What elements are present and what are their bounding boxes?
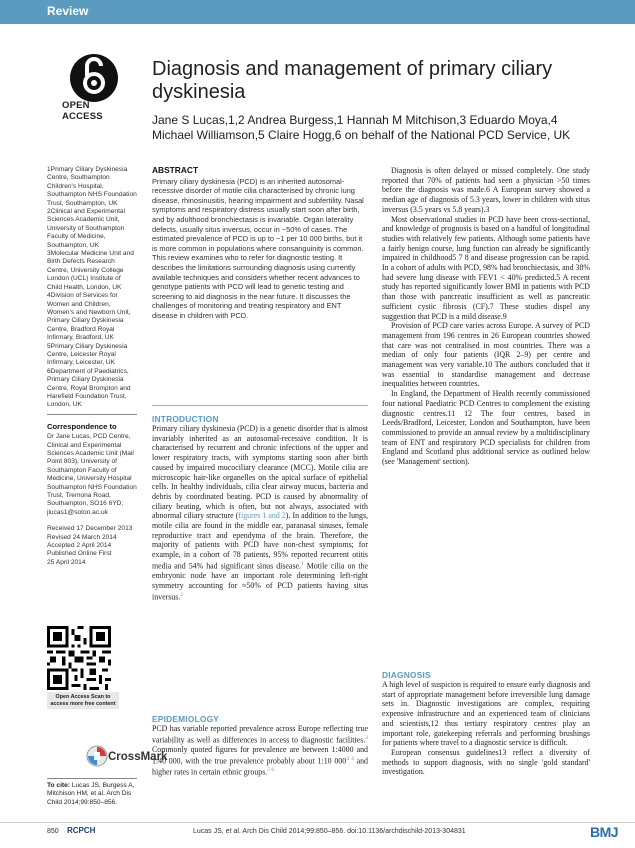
text-run: Motile cilia on the embryonic node have an important role determining left-right symmetry accounting for ≈50% of PCD patients having situs inversus. bbox=[152, 561, 368, 602]
citation-ref[interactable]: 5 6 bbox=[267, 767, 275, 774]
affiliation: 4Division of Services for Women and Children, Women's and Newborn Unit, Primary Ciliary Dyskinesia Centre, Bradford Royal Infirmary, Bradford, UK bbox=[47, 292, 131, 342]
open-access-icon bbox=[68, 52, 120, 104]
divider bbox=[47, 414, 137, 415]
date-published: 25 April 2014 bbox=[47, 558, 86, 566]
correspondence-address: Dr Jane Lucas, PCD Centre, Clinical and Experimental Sciences Academic Unit (Mail Point 803), University of Southampton Faculty of Medicine, University Hospital Southampton NHS Foundation Trust, Tremona Road, Southampton, SO16 6YD; jlucas1@soton.ac.uk bbox=[47, 433, 137, 516]
date-published-label: Published Online First bbox=[47, 550, 112, 558]
paragraph: European consensus guidelines13 reflect a diversity of methods to support diagnosis, with no single 'gold standard' investigation. bbox=[382, 747, 590, 777]
epidemiology-body bbox=[152, 724, 368, 777]
paragraph: Provision of PCD care varies across Europe. A survey of PCD management from 196 centres in 26 European countries showed that care was not centralised in most countries. There was a median of only four patients (IQR 2–9) per centre and management was very variable.10 The authors concluded that it was essential to standardise management and decrease inequalities between countries. bbox=[382, 321, 590, 389]
publisher-logo: RCPCH bbox=[67, 826, 96, 835]
footer-citation: Lucas JS, et al. Arch Dis Child 2014;99:850–856. doi:10.1136/archdischild-2013-304831 bbox=[193, 828, 466, 835]
text-run: and higher rates in certain ethnic groups. bbox=[152, 756, 369, 777]
citation-ref[interactable]: 1 bbox=[300, 560, 304, 567]
section-banner bbox=[0, 0, 635, 24]
sidebar bbox=[47, 166, 137, 567]
cite-box bbox=[47, 778, 137, 807]
paragraph: In England, the Department of Health recently commissioned four national Paediatric PCD Centres to complement the existing diagnostic centres.11 12 The four centres, based in Leeds/Bradford, Leicester, London and Southampton, have been commissioned to provide an annual review by a multidisciplinary team of ENT and respiratory PCD specialists for children from England and Scotland plus additional service as outlined below (see 'Management' section). bbox=[382, 389, 590, 467]
bmj-logo: BMJ bbox=[590, 824, 619, 840]
date-received: Received 17 December 2013 bbox=[47, 525, 133, 533]
affiliation: 5Primary Ciliary Dyskinesia Centre, Leicester Royal Infirmary, Leicester, UK bbox=[47, 342, 128, 367]
article-title: Diagnosis and management of primary ciliary dyskinesia bbox=[152, 58, 553, 103]
correspondence-heading: Correspondence to bbox=[47, 421, 117, 431]
abstract bbox=[152, 166, 368, 321]
affiliation: 3Molecular Medicine Unit and Birth Defects Research Centre, University College London (UCL) Institute of Child Health, London, UK bbox=[47, 250, 134, 291]
section-heading-epidemiology: EPIDEMIOLOGY bbox=[152, 714, 220, 724]
citation-ref[interactable]: 3 4 bbox=[346, 755, 354, 762]
cite-label: To cite: bbox=[47, 782, 70, 789]
paragraph: Most observational studies in PCD have been cross-sectional, and knowledge of prognosis is based on a handful of longitudinal studies with relatively few patients. Although some patients have a fairly benign course, lung function can already be significantly impaired in childhood5 7 8 and disease progression can be rapid. In a cohort of adults with PCD, 98% had bronchiectasis, and 38% had severe lung disease with FEV1 < 40% predicted.5 A recent study has reported significantly lower BMI in patients with PCD than those with pancreatic insufficient as well as pancreatic sufficient cystic fibrosis (CF).7 These studies dispel any suggestion that PCD is a mild disease.9 bbox=[382, 214, 590, 321]
section-heading-introduction: INTRODUCTION bbox=[152, 414, 219, 424]
author-list: Jane S Lucas,1,2 Andrea Burgess,1 Hannah M Mitchison,3 Eduardo Moya,4 Michael Williamson,5 Claire Hogg,6 on behalf of the National PCD Service, UK bbox=[152, 113, 571, 142]
affiliation: 2Clinical and Experimental Sciences Academic Unit, University of Southampton Faculty of Medicine, Southampton, UK bbox=[47, 208, 126, 249]
cite-text: Lucas JS, Burgess A, Mitchison HM, et al. Arch Dis Child 2014;99:850–856. bbox=[47, 782, 135, 806]
figure-ref-link[interactable]: figures 1 and 2 bbox=[238, 511, 286, 521]
paragraph: A high level of suspicion is required to ensure early diagnosis and start of appropriate management before irreversible lung damage sets in. Diagnostic investigations are complex, requiring expensive infrastructure and an experienced team of clinicians and scientists,12 thus tertiary respiratory centres play an important role, gatekeeping referrals and performing brushings for patients where travel to a diagnostic service is difficult. bbox=[382, 680, 590, 748]
crossmark-icon[interactable] bbox=[86, 745, 108, 767]
paragraph: Diagnosis is often delayed or missed completely. One study reported that 70% of patients had seen a physician >50 times before the diagnosis was made.6 A European survey showed a median age of diagnosis of 5.3 years, lower in children with situs inversus (3.5 years vs 5.8 years).3 bbox=[382, 166, 590, 214]
qr-code[interactable] bbox=[47, 626, 111, 690]
citation-ref[interactable]: 2 bbox=[180, 591, 184, 598]
abstract-text: Primary ciliary dyskinesia (PCD) is an inherited autosomal-recessive disorder of motile cilia characterised by chronic lung disease, rhinosinusitis, hearing impairment and subfertility. Nasal symptoms and respiratory distress usually start soon after birth, and by adulthood bronchiectasis is invariable. Organ laterality defects, usually situs inversus, occur in ~50% of cases. The estimated prevalence of PCD is up to ~1 per 10 000 births, but it is more common in populations where consanguinity is common. This review examines who to refer for diagnostic testing. It describes the limitations surrounding diagnosis using currently available techniques and considers whether recent advances to genotype patients with PCD will lead to genetic testing and screening to aid diagnosis in the near future. It discusses the challenges of monitoring and treating respiratory and ENT disease in children with PCD. bbox=[152, 176, 364, 320]
diagnosis-body bbox=[382, 680, 590, 777]
date-revised: Revised 24 March 2014 bbox=[47, 533, 117, 541]
text-run: Commonly quoted figures for prevalence are between 1:4000 and 1:40 000, with the true prevalence probably about 1:10 000 bbox=[152, 745, 368, 766]
open-access-label: OPEN ACCESS bbox=[62, 100, 103, 122]
divider bbox=[152, 405, 368, 406]
page-number: 850 bbox=[47, 828, 59, 835]
date-accepted: Accepted 2 April 2014 bbox=[47, 542, 112, 550]
footer-divider bbox=[0, 822, 635, 823]
abstract-heading: ABSTRACT bbox=[152, 165, 199, 175]
affiliation: 1Primary Ciliary Dyskinesia Centre, Southampton Children's Hospital, Southampton NHS Foundation Trust, Southampton, UK bbox=[47, 166, 137, 207]
section-label: Review bbox=[47, 4, 89, 18]
text-run: ). In addition to the lungs, motile cilia are found in the middle ear, paranasal sinuses, female reproductive tract and ependyma of the brain. Therefore, the majority of patients with PCD have non-chest symptoms; for example, in a cohort of 78 patients, 95% reported recurrent otitis media and 54% had significant sinus disease. bbox=[152, 511, 368, 571]
introduction-body bbox=[152, 424, 368, 602]
qr-caption: Open Access Scan to access more free content bbox=[47, 692, 119, 709]
text-run: Primary ciliary dyskinesia (PCD) is a genetic disorder that is almost invariably inherited as an autosomal-recessive condition. It is characterised by recurrent and chronic infections of the upper and lower respiratory tracts, with symptoms starting soon after birth caused by impaired mucociliary clearance (MCC). Motile cilia are microscopic hair-like organelles on the apical surface of epithelial cells. In healthy individuals, cilia clear airway mucus, bacteria and debris by coordinated beating. PCD is caused by abnormality of ciliary beating, which is often, but not always, associated with abnormal ciliary structure ( bbox=[152, 424, 368, 521]
text-run: PCD has variable reported prevalence across Europe reflecting true variability as well as differences in access to diagnostic facilities. bbox=[152, 724, 368, 745]
right-column-body bbox=[382, 166, 590, 467]
citation-ref[interactable]: 3 bbox=[365, 734, 368, 741]
crossmark-label[interactable]: CrossMark bbox=[108, 751, 168, 763]
section-heading-diagnosis: DIAGNOSIS bbox=[382, 670, 431, 680]
affiliation: 6Department of Paediatrics, Primary Ciliary Dyskinesia Centre, Royal Brompton and Harefield Foundation Trust, London, UK bbox=[47, 367, 131, 409]
